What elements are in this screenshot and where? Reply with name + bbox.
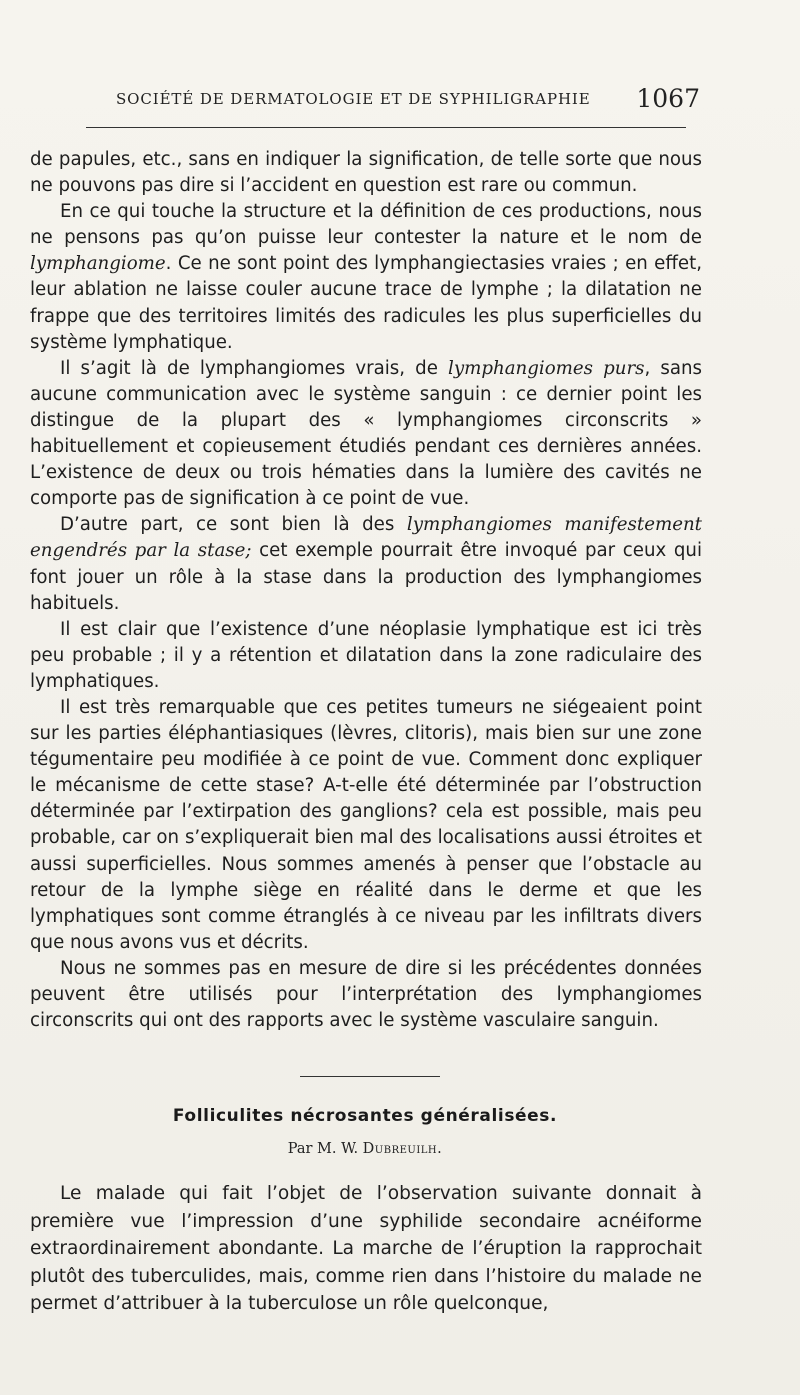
- author-name: Dubreuilh.: [362, 1141, 443, 1157]
- paragraph-pure-lymphangiomas: [30, 356, 702, 513]
- main-text: [30, 147, 702, 1034]
- paragraph-text: Il s’agit là de lymphangiomes vrais, de: [60, 357, 449, 379]
- paragraph-structure: [30, 199, 702, 356]
- paragraph-text: . Ce ne sont point des lymphangiectasies vraies ; en effet, leur ablation ne laisse couler aucune trace de lymphe ; la dilatation ne frappe que des territoires limités des radicules les plus superficielles du système lymphatique.: [30, 253, 702, 353]
- paragraph-continuation: de papules, etc., sans en indiquer la signification, de telle sorte que nous ne pouvons pas dire si l’accident en question est rare ou commun.: [30, 149, 702, 197]
- paragraph-neoplasia: Il est clair que l’existence d’une néoplasie lymphatique est ici très peu probable ; il y a rétention et dilatation dans la zone radiculaire des lymphatiques.: [30, 618, 702, 692]
- paragraph-text: , sans aucune communication avec le système sanguin : ce dernier point les distingue de la plupart des « lymphangiomes circonscrits » habituellement et copieusement étudiés pendant ces dernières années. L’existence de deux ou trois hématies dans la lumière des cavités ne comporte pas de signification à ce point de vue.: [30, 357, 703, 510]
- paragraph-text: cet exemple pourrait être invoqué par ceux qui font jouer un rôle à la stase dans la production des lymphangiomes habituels.: [30, 540, 702, 614]
- page-number: 1067: [636, 84, 700, 113]
- paragraph-text: En ce qui touche la structure et la définition de ces productions, nous ne pensons pas qu’on puisse leur contester la nature et le nom de: [30, 201, 702, 249]
- header-rule: [86, 127, 686, 128]
- paragraph-mechanism: Il est très remarquable que ces petites tumeurs ne siégeaient point sur les parties éléphantiasiques (lèvres, clitoris), mais bien sur une zone tégumentaire peu modifiée à ce point de vue. Comment donc expliquer le mécanisme de cette stase? A-t-elle été déterminée par l’obstruction déterminée par l’extirpation des ganglions? cela est possible, mais peu probable, car on s’expliquerait bien mal des localisations aussi étroites et aussi superficielles. Nous sommes amenés à penser que l’obstacle au retour de la lymphe siège en réalité dans le derme et que les lymphatiques sont comme étranglés à ce niveau par les infiltrats divers que nous avons vus et décrits.: [30, 696, 702, 953]
- running-title: SOCIÉTÉ DE DERMATOLOGIE ET DE SYPHILIGRAPHIE: [116, 90, 591, 108]
- paragraph-text: D’autre part, ce sont bien là des: [60, 514, 407, 536]
- paragraph-conclusion: Nous ne sommes pas en mesure de dire si les précédentes données peuvent être utilisés pour l’interprétation des lymphangiomes circonscrits qui ont des rapports avec le système vasculaire sanguin.: [30, 957, 702, 1032]
- section-title: Folliculites nécrosantes généralisées.: [172, 1106, 558, 1126]
- italic-term: lymphangiomes purs: [448, 357, 645, 379]
- paragraph-stasis: [30, 512, 702, 616]
- running-head: [30, 84, 702, 118]
- byline-prefix: Par M. W.: [287, 1141, 363, 1157]
- author-byline: [0, 1141, 730, 1157]
- section-divider: [300, 1076, 440, 1077]
- italic-term: lymphangiome: [30, 253, 166, 275]
- italic-term: lymphangiomes manifestement engendrés par la stase;: [30, 514, 702, 562]
- section-text: [30, 1180, 702, 1318]
- paragraph-observation: Le malade qui fait l’objet de l’observation suivante donnait à première vue l’impression d’une syphilide secondaire acnéiforme extraordinairement abondante. La marche de l’éruption la rapprochait plutôt des tuberculides, mais, comme rien dans l’histoire du malade ne permet d’attribuer à la tuberculose un rôle quelconque,: [30, 1183, 702, 1314]
